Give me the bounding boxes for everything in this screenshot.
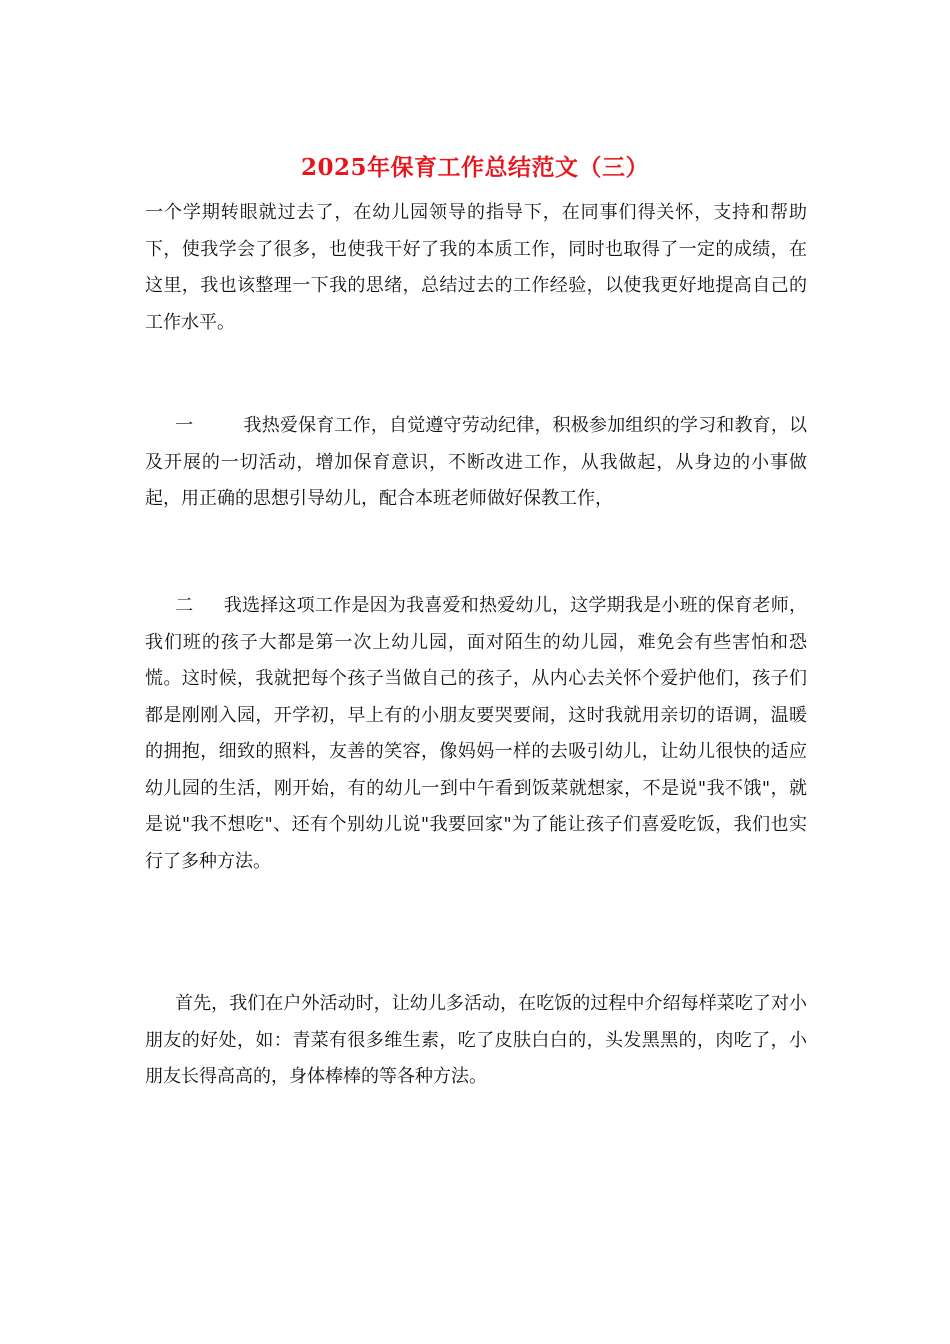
paragraph-text: 一个学期转眼就过去了，在幼儿园领导的指导下，在同事们得关怀，支持和帮助下，使我学会了很多，也使我干好了我的本质工作，同时也取得了一定的成绩，在这里，我也该整理一下我的思绪，总结过去的工作经验，以使我更好地提高自己的工作水平。	[145, 202, 807, 333]
paragraph-marker: 一	[175, 415, 194, 436]
document-title: 2025年保育工作总结范文（三）	[300, 154, 649, 181]
paragraph-marker: 二	[175, 595, 194, 616]
paragraph-text: 我热爱保育工作，自觉遵守劳动纪律，积极参加组织的学习和教育，以及开展的一切活动，增加保育意识，不断改进工作，从我做起，从身边的小事做起，用正确的思想引导幼儿，配合本班老师做好保教工作，	[145, 415, 808, 509]
paragraph-text: 首先，我们在户外活动时，让幼儿多活动，在吃饭的过程中介绍每样菜吃了对小朋友的好处，如：青菜有很多维生素，吃了皮肤白白的，头发黑黑的，肉吃了，小朋友长得高高的，身体棒棒的等各种方法。	[145, 993, 807, 1087]
paragraph-text: 我选择这项工作是因为我喜爱和热爱幼儿，这学期我是小班的保育老师，我们班的孩子大都是第一次上幼儿园，面对陌生的幼儿园，难免会有些害怕和恐慌。这时候，我就把每个孩子当做自己的孩子，从内心去关怀个爱护他们，孩子们都是刚刚入园，开学初，早上有的小朋友要哭要闹，这时我就用亲切的语调，温暖的拥抱，细致的照料，友善的笑容，像妈妈一样的去吸引幼儿，让幼儿很快的适应幼儿园的生活，刚开始，有的幼儿一到中午看到饭菜就想家，不是说"我不饿"，就是说"我不想吃"、还有个别幼儿说"我要回家"为了能让孩子们喜爱吃饭，我们也实行了多种方法。	[145, 595, 808, 872]
paragraph-point-one	[145, 408, 807, 518]
paragraph-point-two	[145, 588, 807, 880]
paragraph-intro	[145, 195, 807, 341]
paragraph-methods	[145, 986, 807, 1096]
